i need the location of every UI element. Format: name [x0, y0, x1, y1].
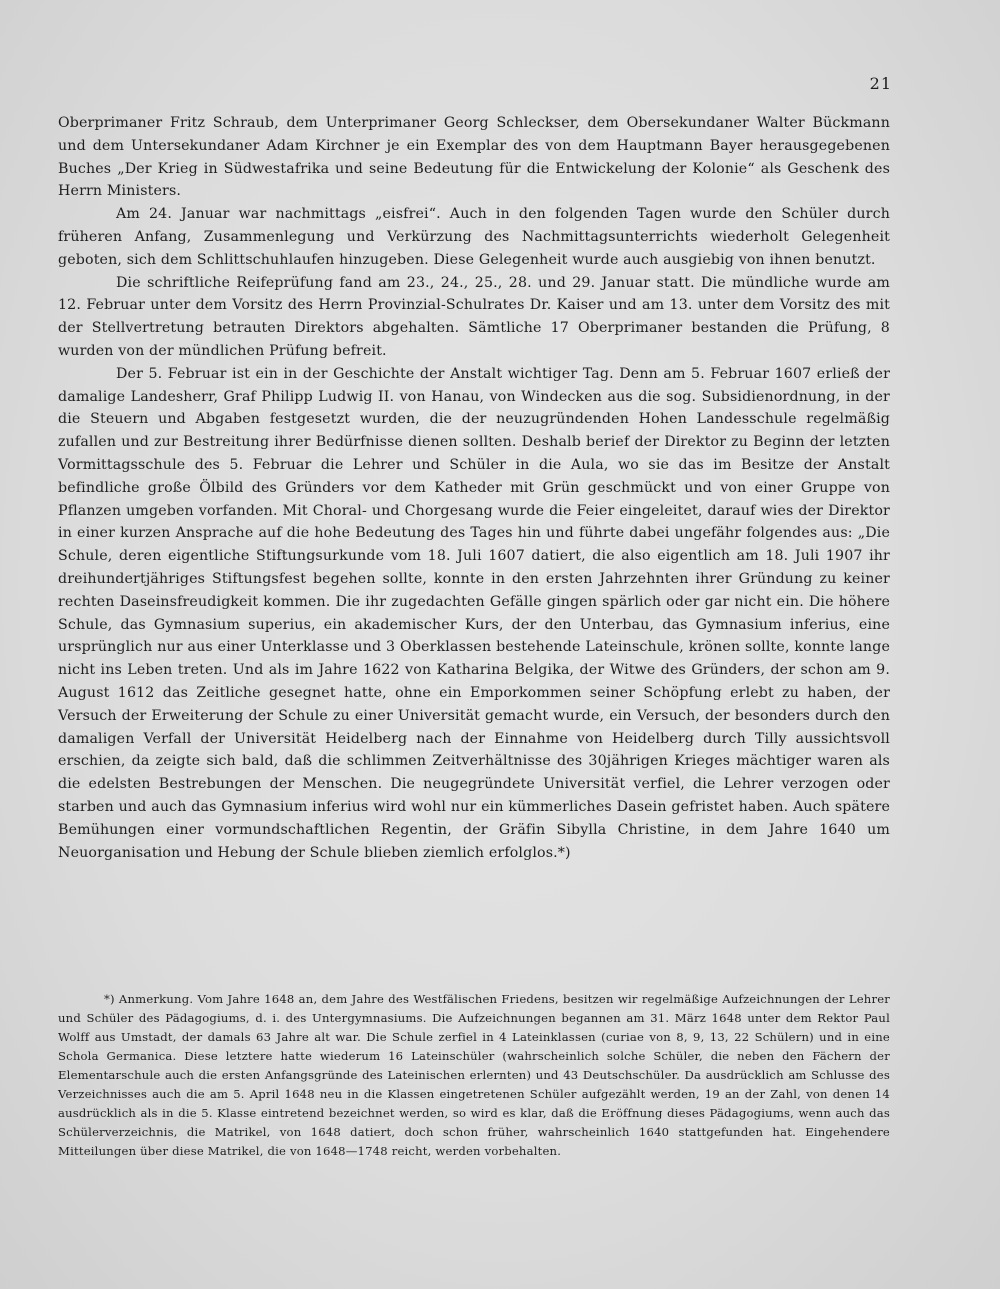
- footnote-separator: [58, 980, 890, 981]
- main-text: [58, 112, 890, 864]
- paragraph: Der 5. Februar ist ein in der Geschichte der Anstalt wichtiger Tag. Denn am 5. Februar 1607 erließ der damalige Landesherr, Graf Philipp Ludwig II. von Hanau, von Windecken aus die sog. Subsidienordnung, in der die Steuern und Abgaben festgesetzt wurden, die der neuzugründenden Hohen Landesschule regelmäßig zufallen und zur Bestreitung ihrer Bedürfnisse dienen sollten. Deshalb berief der Direktor zu Beginn der letzten Vormittagsschule des 5. Februar die Lehrer und Schüler in die Aula, wo sie das im Besitze der Anstalt befindliche große Ölbild des Gründers vor dem Katheder mit Grün geschmückt und von einer Gruppe von Pflanzen umgeben vorfanden. Mit Choral- und Chorgesang wurde die Feier eingeleitet, darauf wies der Direktor in einer kurzen Ansprache auf die hohe Bedeutung des Tages hin und führte dabei ungefähr folgendes aus: „Die Schule, deren eigentliche Stiftungsurkunde vom 18. Juli 1607 datiert, die also eigentlich am 18. Juli 1907 ihr dreihundertjähriges Stiftungsfest begehen sollte, konnte in den ersten Jahrzehnten ihrer Gründung zu keiner rechten Daseinsfreudigkeit kommen. Die ihr zugedachten Gefälle gingen spärlich oder gar nicht ein. Die höhere Schule, das Gymnasium superius, ein akademischer Kurs, der den Unterbau, das Gymnasium inferius, eine ursprünglich nur aus einer Unterklasse und 3 Oberklassen bestehende Lateinschule, krönen sollte, konnte lange nicht ins Leben treten. Und als im Jahre 1622 von Katharina Belgika, der Witwe des Gründers, der schon am 9. August 1612 das Zeitliche gesegnet hatte, ohne ein Emporkommen seiner Schöpfung erlebt zu haben, der Versuch der Erweiterung der Schule zu einer Universität gemacht wurde, ein Versuch, der besonders durch den damaligen Verfall der Universität Heidelberg nach der Einnahme von Heidelberg durch Tilly aussichtsvoll erschien, da zeigte sich bald, daß die schlimmen Zeitverhältnisse des 30jährigen Krieges mächtiger waren als die edelsten Bestrebungen der Menschen. Die neugegründete Universität verfiel, die Lehrer verzogen oder starben und auch das Gymnasium inferius wird wohl nur ein kümmerliches Dasein gefristet haben. Auch spätere Bemühungen einer vormundschaftlichen Regentin, der Gräfin Sibylla Christine, in dem Jahre 1640 um Neuorganisation und Hebung der Schule blieben ziemlich erfolglos.*): [58, 365, 890, 861]
- paragraph: Oberprimaner Fritz Schraub, dem Unterprimaner Georg Schleckser, dem Obersekundaner Walter Bückmann und dem Untersekundaner Adam Kirchner je ein Exemplar des von dem Hauptmann Bayer herausgegebenen Buches „Der Krieg in Südwestafrika und seine Bedeutung für die Entwickelung der Kolonie“ als Geschenk des Herrn Ministers.: [58, 115, 890, 200]
- footnote: *) Anmerkung. Vom Jahre 1648 an, dem Jahre des Westfälischen Friedens, besitzen wir regelmäßige Aufzeichnungen der Lehrer und Schüler des Pädagogiums, d. i. des Untergymnasiums. Die Aufzeichnungen begannen am 31. März 1648 unter dem Rektor Paul Wolff aus Umstadt, der damals 63 Jahre alt war. Die Schule zerfiel in 4 Lateinklassen (curiae von 8, 9, 13, 22 Schülern) und in eine Schola Germanica. Diese letztere hatte wiederum 16 Lateinschüler (wahrscheinlich solche Schüler, die neben den Fächern der Elementarschule auch die ersten Anfangsgründe des Lateinischen erlernten) und 43 Deutschschüler. Da ausdrücklich am Schlusse des Verzeichnisses auch die am 5. April 1648 neu in die Klassen eingetretenen Schüler aufgezählt werden, 19 an der Zahl, von denen 14 ausdrücklich als in die 5. Klasse eintretend bezeichnet werden, so wird es klar, daß die Eröffnung dieses Pädagogiums, wenn auch das Schülerverzeichnis, die Matrikel, von 1648 datiert, doch schon früher, wahrscheinlich 1640 stattgefunden hat. Eingehendere Mitteilungen über diese Matrikel, die von 1648—1748 reicht, werden vorbehalten.: [58, 992, 890, 1158]
- page-number: 21: [869, 74, 892, 93]
- paragraph: Die schriftliche Reifeprüfung fand am 23., 24., 25., 28. und 29. Januar statt. Die mündliche wurde am 12. Februar unter dem Vorsitz des Herrn Provinzial-Schulrates Dr. Kaiser und am 13. unter dem Vorsitz des mit der Stellvertretung betrauten Direktors abgehalten. Sämtliche 17 Oberprimaner bestanden die Prüfung, 8 wurden von der mündlichen Prüfung befreit.: [58, 274, 890, 359]
- paragraph: Am 24. Januar war nachmittags „eisfrei“. Auch in den folgenden Tagen wurde den Schüler durch früheren Anfang, Zusammenlegung und Verkürzung des Nachmittagsunterrichts wiederholt Gelegenheit geboten, sich dem Schlittschuhlaufen hinzugeben. Diese Gelegenheit wurde auch ausgiebig von ihnen benutzt.: [58, 206, 890, 268]
